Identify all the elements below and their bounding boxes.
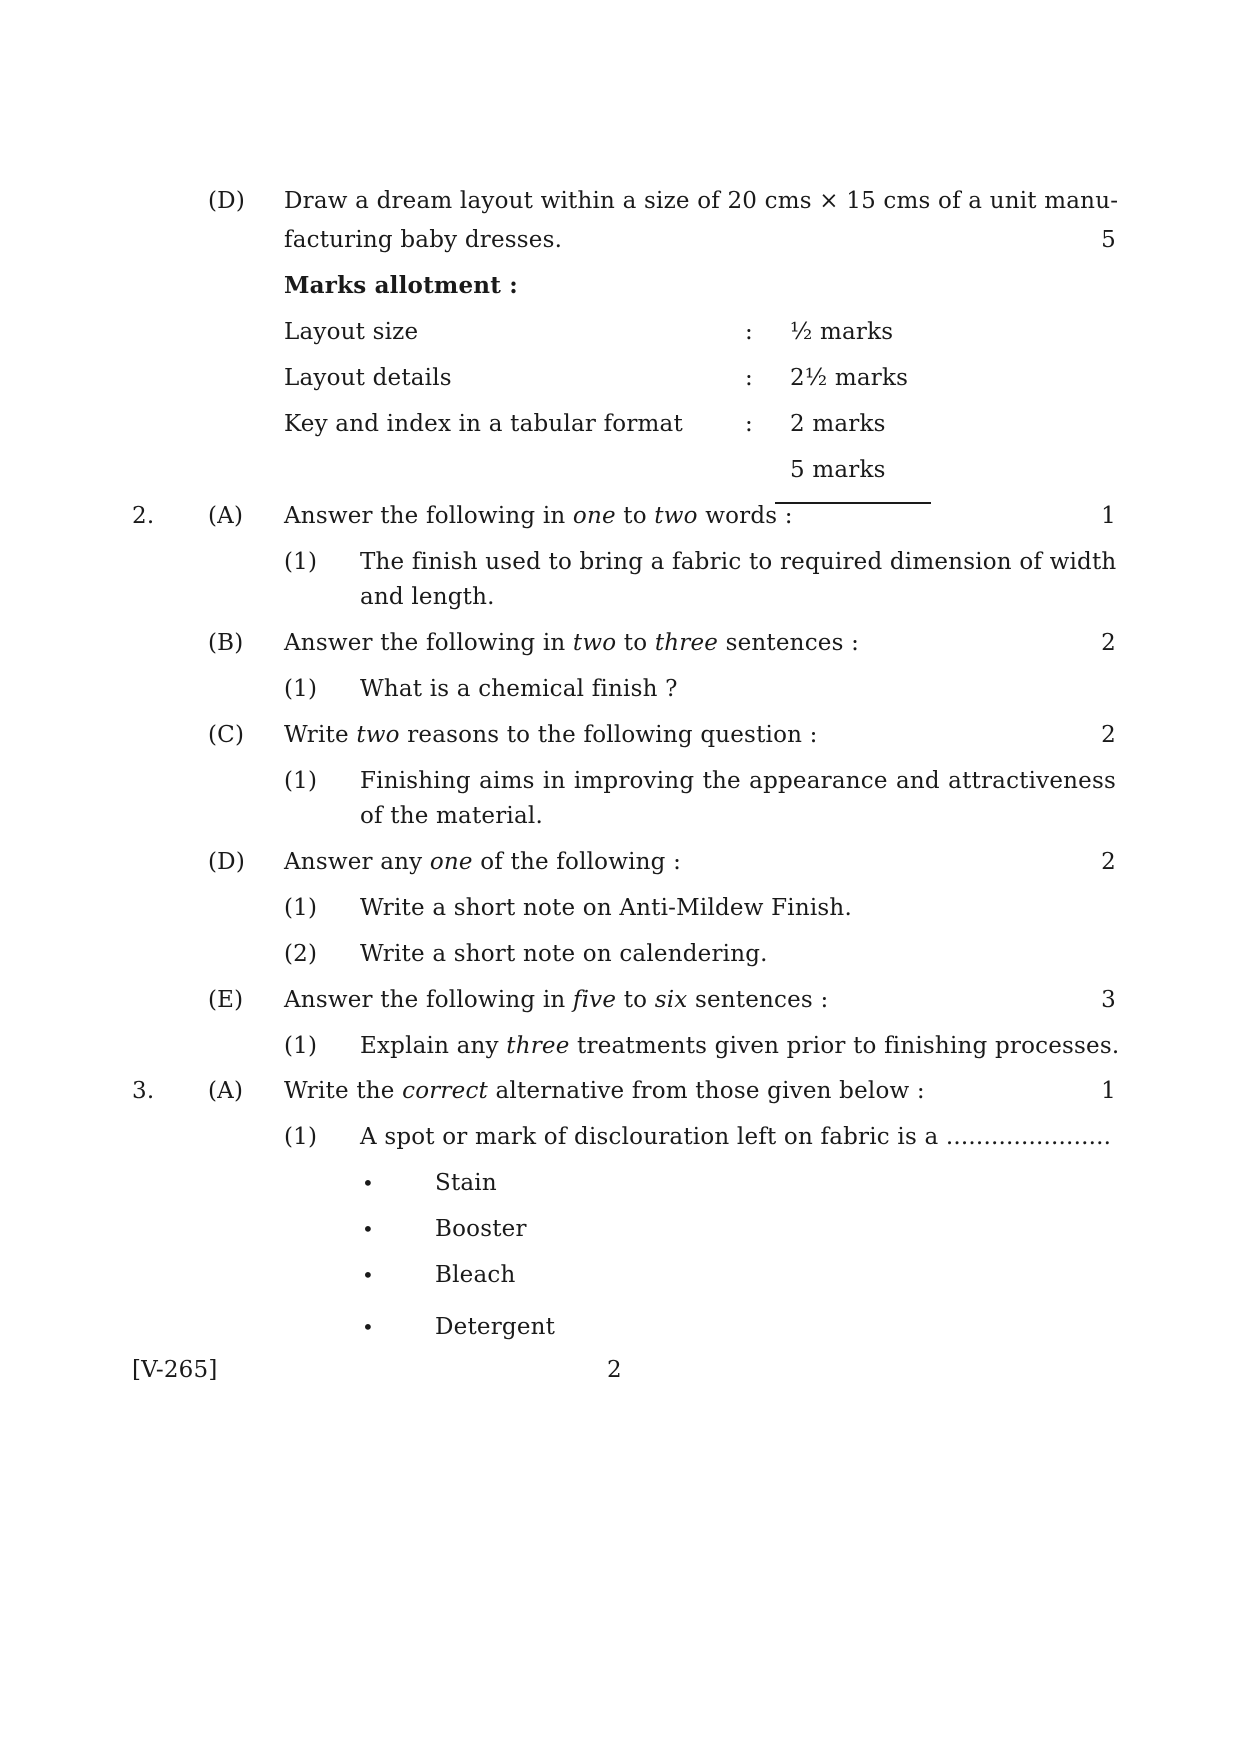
q3-number: 3.	[132, 1078, 155, 1104]
bullet-icon: •	[362, 1217, 374, 1241]
q2d-marks: 2	[1101, 849, 1116, 875]
q2-number: 2.	[132, 503, 155, 529]
q2e-prompt: Answer the following in five to six sentences :	[284, 987, 829, 1013]
bullet-icon: •	[362, 1171, 374, 1195]
allotment-item-1: Layout size	[284, 319, 419, 345]
allotment-value-2: 2½ marks	[790, 365, 909, 391]
q2b-prompt: Answer the following in two to three sentences :	[284, 630, 860, 656]
q2b-label: (B)	[208, 630, 244, 656]
q1d-line1: Draw a dream layout within a size of 20 cms × 15 cms of a unit manu-	[284, 188, 1119, 214]
q3a-label: (A)	[208, 1078, 244, 1104]
q3a-item-label: (1)	[284, 1124, 318, 1150]
q3a-marks: 1	[1101, 1078, 1116, 1104]
bullet-icon: •	[362, 1263, 374, 1287]
q1d-label: (D)	[208, 188, 245, 214]
allotment-value-1: ½ marks	[790, 319, 894, 345]
q3a-prompt: Write the correct alternative from those given below :	[284, 1078, 925, 1104]
allotment-sep-2: :	[745, 365, 753, 391]
q2a-item-label: (1)	[284, 549, 318, 575]
allotment-sep-3: :	[745, 411, 753, 437]
q3a-item-text: A spot or mark of disclouration left on fabric is a ......................	[360, 1124, 1112, 1150]
option-2: Booster	[435, 1216, 527, 1242]
paper-code: [V-265]	[132, 1357, 218, 1383]
option-1: Stain	[435, 1170, 497, 1196]
total-rule	[775, 502, 931, 504]
q2e-item-label: (1)	[284, 1033, 318, 1059]
q2e-marks: 3	[1101, 987, 1116, 1013]
q2e-item-text: Explain any three treatments given prior to finishing processes.	[360, 1033, 1120, 1059]
q2c-item-label: (1)	[284, 768, 318, 794]
q1d-marks: 5	[1101, 227, 1116, 253]
allotment-item-2: Layout details	[284, 365, 452, 391]
q2a-prompt: Answer the following in one to two words :	[284, 503, 793, 529]
q2c-item-line2: of the material.	[360, 803, 543, 829]
allotment-total: 5 marks	[790, 457, 886, 483]
q2a-label: (A)	[208, 503, 244, 529]
q2b-marks: 2	[1101, 630, 1116, 656]
q2a-item-line2: and length.	[360, 584, 495, 610]
q2d-label: (D)	[208, 849, 245, 875]
q2c-marks: 2	[1101, 722, 1116, 748]
allotment-item-3: Key and index in a tabular format	[284, 411, 683, 437]
q2b-item-label: (1)	[284, 676, 318, 702]
q2e-label: (E)	[208, 987, 244, 1013]
q2c-prompt: Write two reasons to the following question :	[284, 722, 818, 748]
q2d-item1-label: (1)	[284, 895, 318, 921]
q2b-item-line1: What is a chemical finish ?	[360, 676, 678, 702]
page-number: 2	[607, 1357, 622, 1383]
q2a-item-line1: The finish used to bring a fabric to required dimension of width	[360, 549, 1117, 575]
q2d-item2-label: (2)	[284, 941, 318, 967]
option-4: Detergent	[435, 1314, 556, 1340]
q2c-item-line1: Finishing aims in improving the appearance and attractiveness	[360, 768, 1116, 794]
q2c-label: (C)	[208, 722, 245, 748]
marks-allotment-heading: Marks allotment :	[284, 272, 518, 299]
bullet-icon: •	[362, 1315, 374, 1339]
q2a-marks: 1	[1101, 503, 1116, 529]
option-3: Bleach	[435, 1262, 516, 1288]
allotment-sep-1: :	[745, 319, 753, 345]
q2d-item2-text: Write a short note on calendering.	[360, 941, 768, 967]
q2d-prompt: Answer any one of the following :	[284, 849, 682, 875]
allotment-value-3: 2 marks	[790, 411, 886, 437]
q2d-item1-text: Write a short note on Anti-Mildew Finish.	[360, 895, 852, 921]
q1d-line2: facturing baby dresses.	[284, 227, 563, 253]
